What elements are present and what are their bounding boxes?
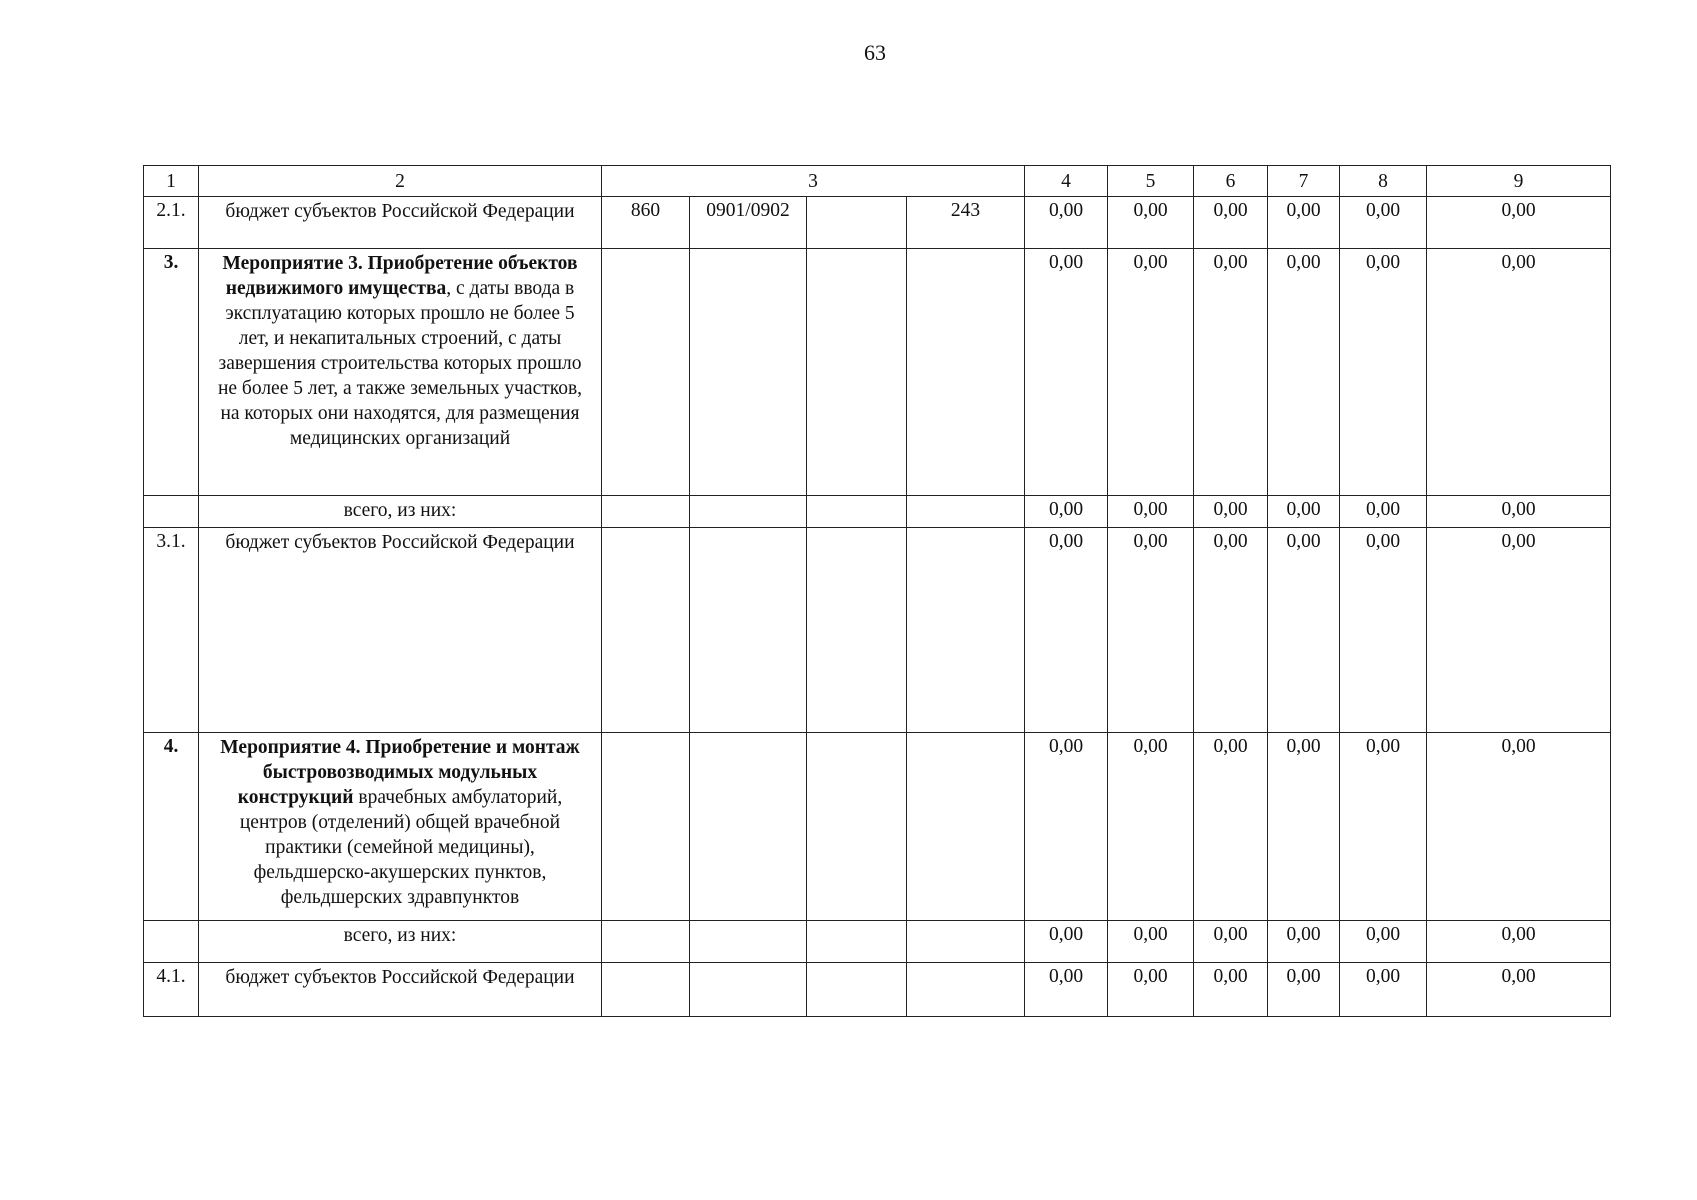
header-cell: 1	[144, 166, 199, 197]
value-cell: 0,00	[1194, 249, 1268, 496]
value-cell: 0,00	[1268, 496, 1340, 528]
header-cell: 9	[1427, 166, 1611, 197]
code-cell	[602, 496, 690, 528]
value-cell: 0,00	[1340, 496, 1427, 528]
value-cell: 0,00	[1194, 963, 1268, 1017]
value-cell: 0,00	[1108, 496, 1194, 528]
value-cell: 0,00	[1268, 733, 1340, 921]
value-cell: 0,00	[1427, 921, 1611, 963]
value-cell: 0,00	[1194, 921, 1268, 963]
header-row	[144, 166, 1611, 197]
row-number: 3.1.	[144, 528, 199, 733]
row-number	[144, 921, 199, 963]
code-cell: 860	[602, 197, 690, 249]
value-cell: 0,00	[1268, 963, 1340, 1017]
code-cell: 0901/0902	[690, 197, 807, 249]
row-description	[199, 733, 602, 921]
table-row	[144, 733, 1611, 921]
table-row	[144, 249, 1611, 496]
header-cell: 8	[1340, 166, 1427, 197]
code-cell	[602, 733, 690, 921]
header-cell: 5	[1108, 166, 1194, 197]
row-number	[144, 496, 199, 528]
value-cell: 0,00	[1340, 963, 1427, 1017]
code-cell	[602, 249, 690, 496]
value-cell: 0,00	[1108, 963, 1194, 1017]
value-cell: 0,00	[1108, 197, 1194, 249]
code-cell	[807, 528, 907, 733]
header-cell: 4	[1025, 166, 1108, 197]
code-cell	[907, 249, 1025, 496]
code-cell: 243	[907, 197, 1025, 249]
value-cell: 0,00	[1427, 496, 1611, 528]
value-cell: 0,00	[1427, 197, 1611, 249]
table-row	[144, 921, 1611, 963]
header-cell: 3	[602, 166, 1025, 197]
measure-title: Мероприятие 4. Приобретение и монтаж быстровозводимых модульных конструкций	[220, 737, 580, 808]
code-cell	[807, 733, 907, 921]
budget-table	[143, 165, 1611, 1017]
code-cell	[602, 528, 690, 733]
code-cell	[807, 496, 907, 528]
value-cell: 0,00	[1340, 733, 1427, 921]
header-cell: 2	[199, 166, 602, 197]
row-description: всего, из них:	[199, 496, 602, 528]
value-cell: 0,00	[1268, 197, 1340, 249]
value-cell: 0,00	[1194, 197, 1268, 249]
measure-text: врачебных амбулаторий, центров (отделений) общей врачебной практики (семейной медицины), фельдшерско-акушерских пунктов, фельдшерских здравпунктов	[239, 787, 563, 908]
value-cell: 0,00	[1108, 733, 1194, 921]
value-cell: 0,00	[1194, 496, 1268, 528]
code-cell	[690, 249, 807, 496]
table-row	[144, 496, 1611, 528]
code-cell	[907, 528, 1025, 733]
value-cell: 0,00	[1025, 496, 1108, 528]
header-cell: 7	[1268, 166, 1340, 197]
code-cell	[807, 197, 907, 249]
code-cell	[807, 963, 907, 1017]
value-cell: 0,00	[1025, 963, 1108, 1017]
value-cell: 0,00	[1268, 249, 1340, 496]
code-cell	[907, 496, 1025, 528]
code-cell	[690, 496, 807, 528]
code-cell	[690, 733, 807, 921]
value-cell: 0,00	[1340, 528, 1427, 733]
row-number: 4.1.	[144, 963, 199, 1017]
value-cell: 0,00	[1268, 921, 1340, 963]
value-cell: 0,00	[1108, 249, 1194, 496]
value-cell: 0,00	[1194, 528, 1268, 733]
table-row	[144, 963, 1611, 1017]
code-cell	[602, 963, 690, 1017]
value-cell: 0,00	[1025, 921, 1108, 963]
value-cell: 0,00	[1194, 733, 1268, 921]
code-cell	[690, 963, 807, 1017]
measure-title: Мероприятие 3. Приобретение объектов недвижимого имущества	[222, 253, 578, 299]
code-cell	[807, 249, 907, 496]
value-cell: 0,00	[1025, 528, 1108, 733]
code-cell	[907, 921, 1025, 963]
value-cell: 0,00	[1025, 733, 1108, 921]
value-cell: 0,00	[1025, 249, 1108, 496]
code-cell	[907, 733, 1025, 921]
row-number: 3.	[144, 249, 199, 496]
row-description: бюджет субъектов Российской Федерации	[199, 197, 602, 249]
code-cell	[690, 921, 807, 963]
code-cell	[602, 921, 690, 963]
row-description	[199, 249, 602, 496]
code-cell	[807, 921, 907, 963]
value-cell: 0,00	[1268, 528, 1340, 733]
row-description: бюджет субъектов Российской Федерации	[199, 963, 602, 1017]
row-description: всего, из них:	[199, 921, 602, 963]
value-cell: 0,00	[1427, 528, 1611, 733]
table-row	[144, 528, 1611, 733]
value-cell: 0,00	[1427, 249, 1611, 496]
row-description: бюджет субъектов Российской Федерации	[199, 528, 602, 733]
code-cell	[907, 963, 1025, 1017]
value-cell: 0,00	[1340, 249, 1427, 496]
value-cell: 0,00	[1108, 528, 1194, 733]
value-cell: 0,00	[1340, 197, 1427, 249]
page-number: 63	[864, 40, 886, 65]
value-cell: 0,00	[1427, 963, 1611, 1017]
row-number: 4.	[144, 733, 199, 921]
measure-text: , с даты ввода в эксплуатацию которых прошло не более 5 лет, и некапитальных строений, с даты завершения строительства которых прошло не более 5 лет, а также земельных участков, на которых они находятся, для размещения медицинских организаций	[217, 278, 583, 449]
header-cell: 6	[1194, 166, 1268, 197]
value-cell: 0,00	[1340, 921, 1427, 963]
value-cell: 0,00	[1108, 921, 1194, 963]
code-cell	[690, 528, 807, 733]
row-number: 2.1.	[144, 197, 199, 249]
value-cell: 0,00	[1427, 733, 1611, 921]
table-row	[144, 197, 1611, 249]
value-cell: 0,00	[1025, 197, 1108, 249]
